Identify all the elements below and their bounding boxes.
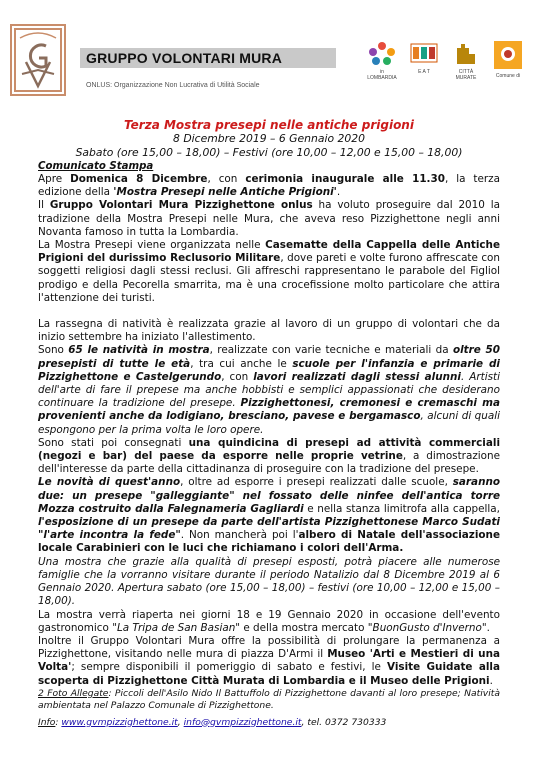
org-name-banner: GRUPPO VOLONTARI MURA xyxy=(80,48,336,68)
press-release xyxy=(38,118,500,729)
event-dates: 8 Dicembre 2019 – 6 Gennaio 2020 xyxy=(173,132,365,145)
comunicato-heading: Comunicato Stampa xyxy=(38,160,154,172)
partner-logos xyxy=(366,40,524,88)
paragraph-novelties: Le novità di quest'anno, oltre ad esporre i presepi realizzati dalle scuole, saranno due: un presepe "galleggiante" nel fossato delle ninfee dell'antica torre Mozza costruito dalla Falegnameria Gagliardi e nella stanza limitrofa alla cappella, l'esposizione di un presepe da parte dell'artista Pizzighettonese Marco Sudati "l'arte incontra la fede". Non mancherà poi l'albero di Natale dell'associazione locale Carabinieri con le luci che richiamano i colori dell'Arma. xyxy=(38,476,501,555)
attachments-note: 2 Foto Allegate: Piccoli dell'Asilo Nido Il Battuffolo di Pizzighettone davanti al loro presepe; Natività ambientata nel Palazzo Comunale di Pizzighettone. xyxy=(38,687,500,712)
paragraph-location: La Mostra Presepi viene organizzata nelle Casematte della Cappella delle Antiche Prigioni del durissimo Reclusorio Militare, dove pareti e volte furono affrescate con soggetti religiosi dagli stessi reclusi. Gli affreschi rappresentano le parabole del Figliol prodigo e della Pecorella smarrita, ma è una crocefissione molto particolare che attira l'attenzione dei turisti. xyxy=(38,239,500,304)
paragraph-families: Una mostra che grazie alla qualità di presepi esposti, potrà piacere alle numerose famiglie che la vorranno visitare durante il periodo Natalizio dal 8 Dicembre 2019 al 6 Gennaio 2020. Apertura sabato (ore 15,00 – 18,00) – festivi (ore 10,00 – 12,00 e 15,00 – 18,00). xyxy=(38,555,500,608)
comune-crest-icon xyxy=(493,40,523,70)
citta-murate-logo: CITTÀ MURATE xyxy=(450,40,482,88)
page-header xyxy=(0,0,540,110)
email-link[interactable]: info@gvmpizzighettone.it xyxy=(183,716,302,728)
comune-logo: Comune di xyxy=(492,40,524,88)
paragraph-group: Il Gruppo Volontari Mura Pizzighettone onlus ha voluto proseguire dal 2010 la tradizione della Mostra Presepi nelle Mura, che aveva reso Pizzighettone negli anni Novanta famoso in tutta la Lombardia. xyxy=(38,199,500,238)
info-line: Info: www.gvmpizzighettone.it, info@gvmpizzighettone.it, tel. 0372 730333 xyxy=(38,716,387,728)
paragraph-nativities: Sono 65 le natività in mostra, realizzate con varie tecniche e materiali da oltre 50 presepisti di tutte le età, tra cui anche le scuole per l'infanzia e primarie di Pizzighettone e Castelgerundo, con lavori realizzati dagli stessi alunni. Artisti dell'arte di fare il prepese ma anche hobbisti e semplici appassionati che desiderano continuare la tradizione del presepe. Pizzighettonesi, cremonesi e cremaschi ma provenienti anche da lodigiano, bresciano, pavese e bergamasco, alcuni di quali espongono per la prima volta le loro opere. xyxy=(38,344,500,436)
lombardia-logo: in LOMBARDIA xyxy=(366,40,398,88)
paragraph-museum: Inoltre il Gruppo Volontari Mura offre la possibilità di prolungare la permanenza a Pizzighettone, visitando nelle mura di piazza D'Armi il Museo 'Arti e Mestieri di una Volta'; sempre disponibili il pomeriggio di sabato e festivi, le Visite Guidate alla scoperta di Pizzighettone Città Murata di Lombardia e il Museo delle Prigioni. xyxy=(38,634,501,687)
eat-logo: E A T xyxy=(408,40,440,88)
paragraph-reopening: La mostra verrà riaperta nei giorni 18 e 19 Gennaio 2020 in occasione dell'evento gastronomico "La Tripa de San Basian" e della mostra mercato "BuonGusto d'Inverno". xyxy=(38,608,500,634)
event-hours: Sabato (ore 15,00 – 18,00) – Festivi (ore 10,00 – 12,00 e 15,00 – 18,00) xyxy=(75,145,463,159)
paragraph-shops: Sono stati poi consegnati una quindicina di presepi ad attività commerciali (negozi e bar) del paese da esporre nelle proprie vetrine, a dimostrazione dell'interesse da parte della cittadinanza di proseguire con la tradizione del presepe. xyxy=(38,436,501,476)
tower-icon xyxy=(451,40,481,66)
eat-icon xyxy=(409,40,439,66)
paragraph-volunteers: La rassegna di natività è realizzata grazie al lavoro di un gruppo di volontari che da inizio settembre ha iniziato l'allestimento. xyxy=(38,318,500,344)
onlus-line: ONLUS: Organizzazione Non Lucrativa di Utilità Sociale xyxy=(86,82,260,89)
lombardia-star-icon xyxy=(367,40,397,66)
gvm-logo xyxy=(10,24,66,96)
paragraph-opening: Apre Domenica 8 Dicembre, con cerimonia inaugurale alle 11.30, la terza edizione della 'Mostra Presepi nelle Antiche Prigioni'. xyxy=(38,173,500,199)
website-link[interactable]: www.gvmpizzighettone.it xyxy=(61,716,178,728)
page-title: Terza Mostra presepi nelle antiche prigioni xyxy=(124,118,414,132)
gvm-monogram-icon xyxy=(12,26,64,94)
